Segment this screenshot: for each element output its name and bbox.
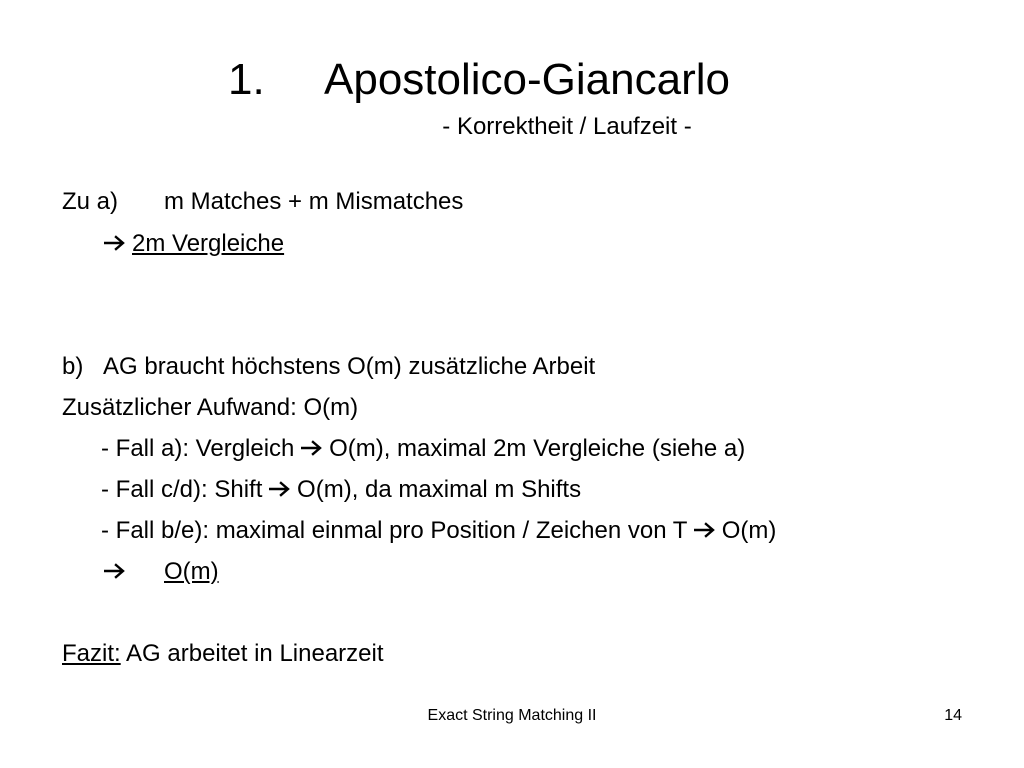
footer-text: Exact String Matching II: [427, 707, 597, 724]
line-result-text: O(m): [164, 558, 219, 585]
line-fall-be: [101, 516, 776, 546]
slide-subtitle: - Korrektheit / Laufzeit -: [442, 113, 692, 140]
line-fall-cd: [101, 475, 581, 505]
line-result-arrow: [104, 557, 132, 587]
title-number: 1.: [228, 55, 265, 104]
line-fall-be-before: - Fall b/e): maximal einmal pro Position / Zeichen von T: [101, 517, 688, 544]
line-zu-a: [62, 187, 118, 217]
line-fall-a-after: O(m), maximal 2m Vergleiche (siehe a): [329, 435, 746, 462]
arrow-right-icon: [104, 562, 126, 580]
line-fall-a-before: - Fall a): Vergleich: [101, 435, 295, 462]
line-b-text: AG braucht höchstens O(m) zusätzliche Arbeit: [103, 353, 596, 380]
line-fall-be-after: O(m): [721, 517, 777, 544]
conclusion: [62, 639, 384, 669]
line-fall-cd-before: - Fall c/d): Shift: [101, 476, 263, 503]
slide-title: [0, 50, 1024, 110]
line-zu-a-label: Zu a): [62, 188, 119, 215]
conclusion-label: Fazit:: [62, 640, 121, 667]
title-text: Apostolico-Giancarlo: [324, 55, 730, 104]
arrow-right-icon: [104, 234, 126, 252]
line-fall-cd-after: O(m), da maximal m Shifts: [297, 476, 582, 503]
line-2m-vergleiche-text: 2m Vergleiche: [132, 230, 285, 257]
arrow-right-icon: [694, 521, 716, 539]
arrow-right-icon: [301, 439, 323, 457]
line-zusaetzlicher-aufwand: Zusätzlicher Aufwand: O(m): [62, 394, 359, 421]
line-zu-a-text: m Matches + m Mismatches: [164, 188, 464, 215]
line-fall-a: [101, 434, 745, 464]
arrow-right-icon: [269, 480, 291, 498]
line-2m-vergleiche: [104, 229, 284, 259]
line-b-label: b): [62, 353, 84, 380]
conclusion-text: AG arbeitet in Linearzeit: [126, 640, 384, 667]
page-number: 14: [944, 707, 962, 724]
